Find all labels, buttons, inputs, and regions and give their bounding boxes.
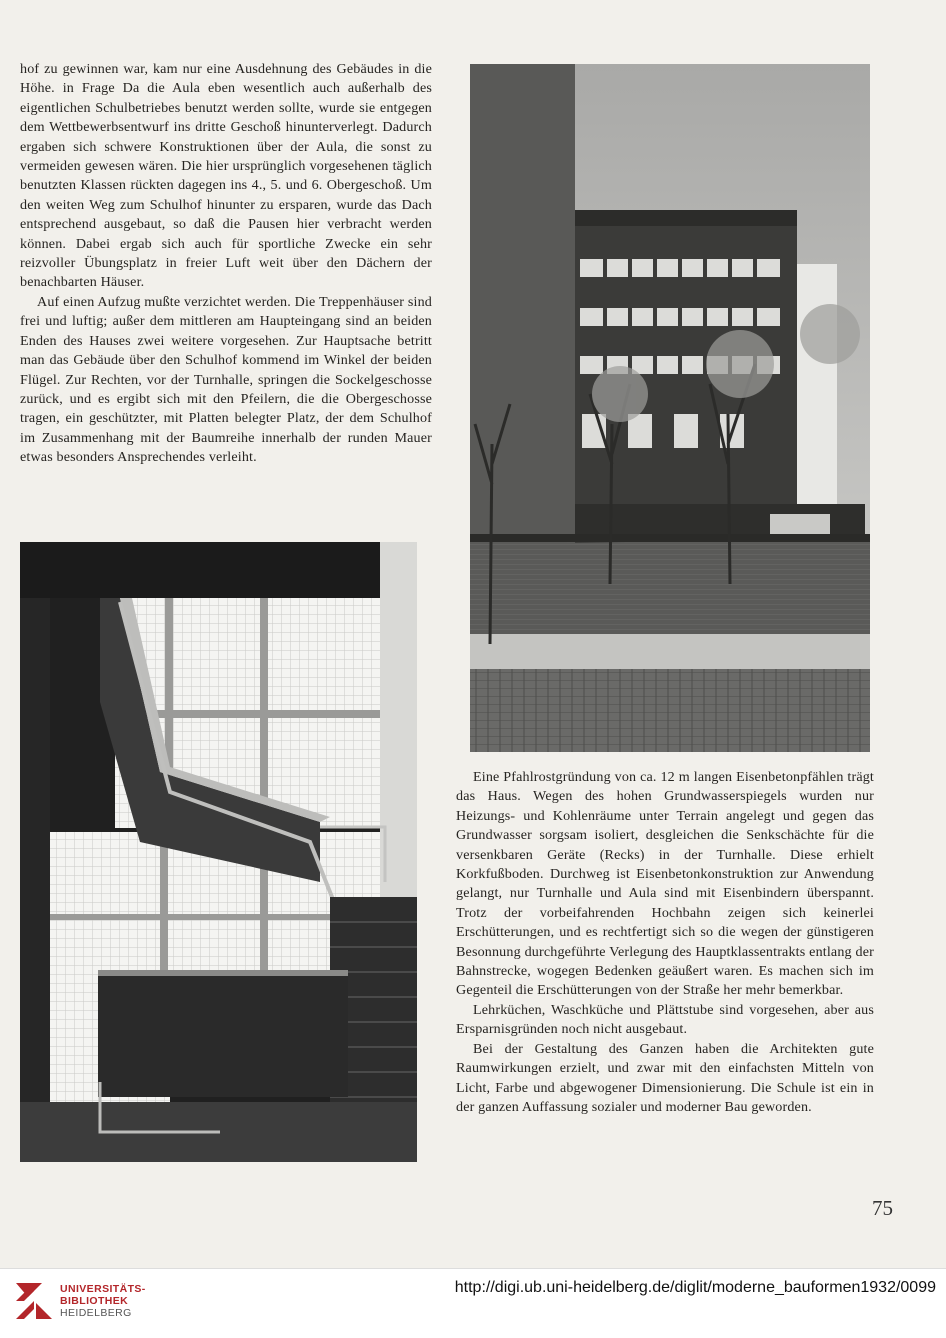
paragraph: Auf einen Aufzug mußte verzichtet werden. Die Treppenhäuser sind frei und luftig; außer dem mittleren am Haupteingang sind an beiden Enden des Hauses zwei weitere vorgesehen. Zur Hauptsache betritt man das Gebäude über den Schulhof kommend im Winkel der beiden Flügel. Zur Rechten, vor der Turnhalle, springen die Sockelgeschosse zurück, und es ergibt sich mit den Pfeilern, die die Obergeschosse tragen, ein geschützter, mit Platten belegter Platz, der dem Schulhof im Zusammenhang mit der Baumreihe innerhalb der runden Mauer etwas besonders Ansprechendes verleiht. xyxy=(20,293,432,466)
paragraph: hof zu gewinnen war, kam nur eine Ausdehnung des Gebäudes in die Höhe. in Frage Da die Aula eben wesentlich auch außerhalb des eigentlichen Schulbetriebes benutzt werden sollte, wurde sie entgegen dem Wettbewerbsentwurf ins dritte Geschoß hinunterverlegt. Dadurch ergaben sich schwere Konstruktionen über der Aula, die sonst zu vermeiden gewesen wären. Die hier ursprünglich vorgesehenen täglich benutzten Klassen rückten dagegen ins 4., 5. und 6. Obergeschoß. Um den weiten Weg zum Schulhof hinunter zu ersparen, wurde das Dach entsprechend ausgebaut, so daß die Pausen hier verbracht werden können. Dabei ergab sich auch für sportliche Zwecke ein sehr reizvoller Übungsplatz in freier Luft weit über den Dächern der benachbarten Häuser. xyxy=(20,61,432,291)
library-logo-icon xyxy=(14,1281,54,1321)
paragraph: Bei der Gestaltung des Ganzen haben die Architekten gute Raumwirkungen erzielt, und zwar mit den einfachsten Mitteln von Licht, Farbe und abgewogener Dimensionierung. Die Schule ist ein in der ganzen Auffassung sozialer und moderner Bau geworden. xyxy=(456,1040,874,1115)
library-name-line: BIBLIOTHEK xyxy=(60,1295,129,1307)
text-column-right xyxy=(456,768,874,1117)
paragraph: Eine Pfahlrostgründung von ca. 12 m langen Eisenbetonpfählen trägt das Haus. Wegen des hohen Grundwasserspiegels wurden nur Heizungs- und Kohlenräume unter Terrain angelegt und gegen das Grundwasser sorgsam isoliert, desgleichen die Senkschächte für die versenkbaren Geräte (Recks) in der Turnhalle. Diese erhielt Korkfußboden. Durchweg ist Eisenbetonkonstruktion zur Anwendung gelangt, nur Turnhalle und Aula sind mit Eisenbindern überspannt. Trotz der vorbeifahrenden Hochbahn zeigen sich keinerlei Erschütterungen, und es rechtfertigt sich so die wegen der günstigeren Besonnung durchgeführte Verlegung des Hauptklassentrakts entlang der Bahnstrecke, wogegen Bedenken geäußert waren. Es machen sich im Gegenteil die Erschütterungen von der Straße her mehr bemerkbar. xyxy=(456,769,874,999)
staircase-photo xyxy=(20,542,417,1162)
library-name xyxy=(60,1283,146,1319)
text-column-left xyxy=(20,60,432,468)
paragraph: Lehrküchen, Waschküche und Plättstube sind vorgesehen, aber aus Ersparnisgründen noch nicht ausgebaut. xyxy=(456,1001,874,1038)
school-building-photo xyxy=(470,64,870,752)
library-name-line: HEIDELBERG xyxy=(60,1307,132,1319)
source-url-link[interactable]: http://digi.ub.uni-heidelberg.de/diglit/moderne_bauformen1932/0099 xyxy=(454,1279,936,1296)
page-number: 75 xyxy=(872,1196,893,1220)
library-name-line: UNIVERSITÄTS- xyxy=(60,1283,146,1295)
